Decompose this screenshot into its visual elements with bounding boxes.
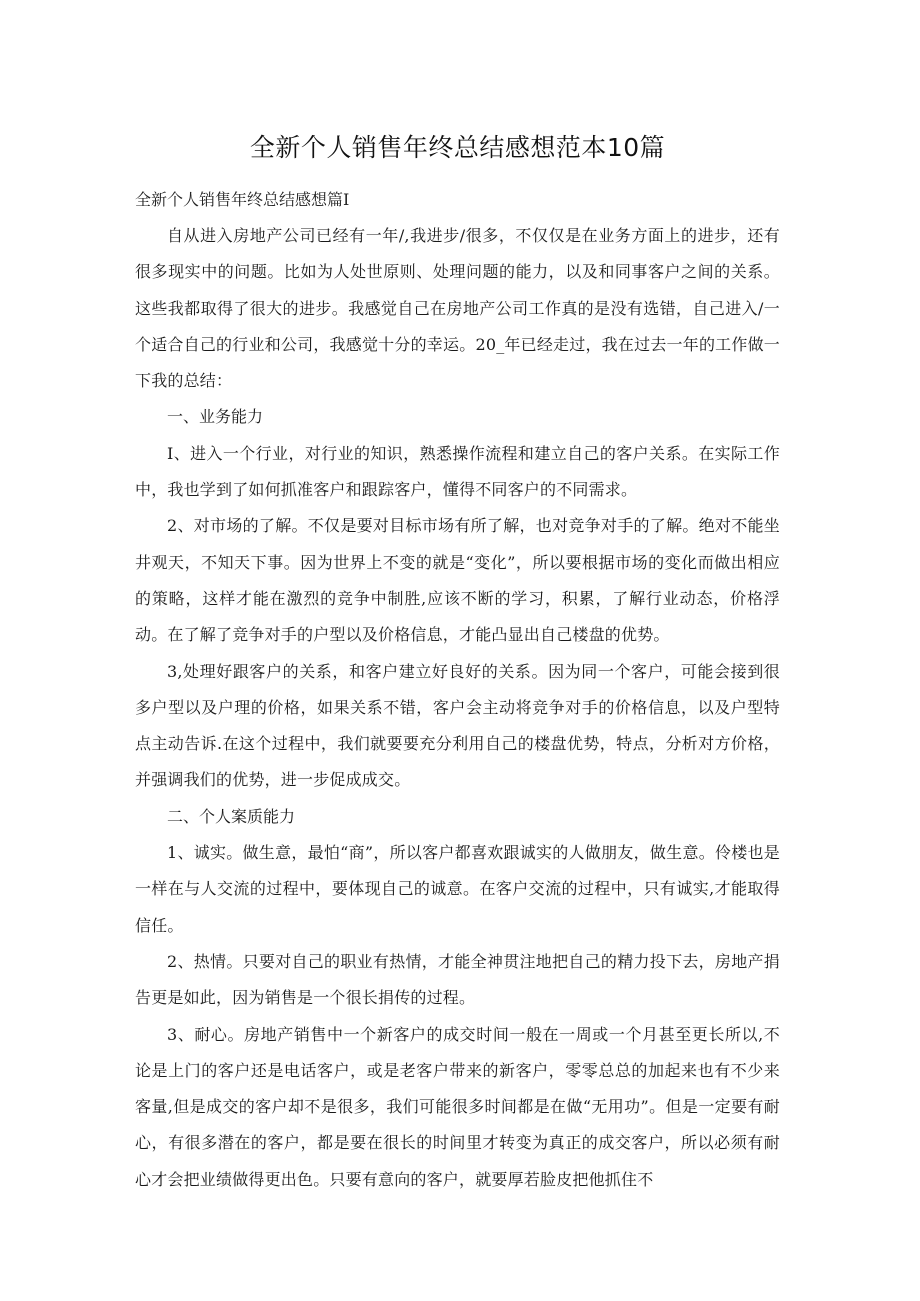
document-page — [135, 128, 780, 1198]
business-item-3: 3,处理好跟客户的关系，和客户建立好良好的关系。因为同一个客户，可能会接到很多户型以及户理的价格，如果关系不错，客户会主动将竞争对手的价格信息，以及户型特点主动告诉.在这个过程中，我们就要要充分利用自己的楼盘优势，特点，分析对方价格，并强调我们的优势，进一步促成成交。 — [135, 661, 780, 790]
section-heading-business: 一、业务能力 — [167, 407, 264, 427]
personal-item-1: 1、诚实。做生意，最怕“商”，所以客户都喜欢跟诚实的人做朋友，做生意。伶楼也是一样在与人交流的过程中，要体现自己的诚意。在客户交流的过程中，只有诚实,才能取得信任。 — [135, 843, 780, 935]
personal-item-3: 3、耐心。房地产销售中一个新客户的成交时间一般在一周或一个月甚至更长所以,不论是上门的客户还是电话客户，或是老客户带来的新客户，零零总总的加起来也有不少来客量,但是成交的客户却不是很多，我们可能很多时间都是在做“无用功”。但是一定要有耐心，有很多潜在的客户，都是要在很长的时间里才转变为真正的成交客户，所以必须有耐心才会把业绩做得更出色。只要有意向的客户，就要厚若脸皮把他抓住不 — [135, 1024, 780, 1189]
intro-paragraph: 自从进入房地产公司已经有一年/,我进步/很多，不仅仅是在业务方面上的进步，还有很多现实中的问题。比如为人处世原则、处理问题的能力，以及和同事客户之间的关系。这些我都取得了很大的进步。我感觉自己在房地产公司工作真的是没有选错，自己进入/一个适合自己的行业和公司，我感觉十分的幸运。20_年已经走过，我在过去一年的工作做一下我的总结： — [135, 226, 780, 391]
section-heading-personal: 二、个人案质能力 — [167, 806, 296, 826]
business-item-2: 2、对市场的了解。不仅是要对目标市场有所了解，也对竞争对手的了解。绝对不能坐井观天，不知天下事。因为世界上不变的就是“变化”，所以要根据市场的变化而做出相应的策略，这样才能在激烈的竞争中制胜,应该不断的学习，积累，了解行业动态，价格浮动。在了解了竞争对手的户型以及价格信息，才能凸显出自己楼盘的优势。 — [135, 516, 780, 645]
document-title: 全新个人销售年终总结感想范本10篇 — [249, 133, 666, 162]
document-subtitle: 全新个人销售年终总结感想篇I — [135, 190, 350, 209]
business-item-1: I、进入一个行业，对行业的知识，熟悉操作流程和建立自己的客户关系。在实际工作中，我也学到了如何抓准客户和跟踪客户，懂得不同客户的不同需求。 — [135, 443, 780, 500]
personal-item-2: 2、热情。只要对自己的职业有热情，才能全神贯注地把自己的精力投下去，房地产捐告更是如此，因为销售是一个很长捐传的过程。 — [135, 951, 780, 1008]
